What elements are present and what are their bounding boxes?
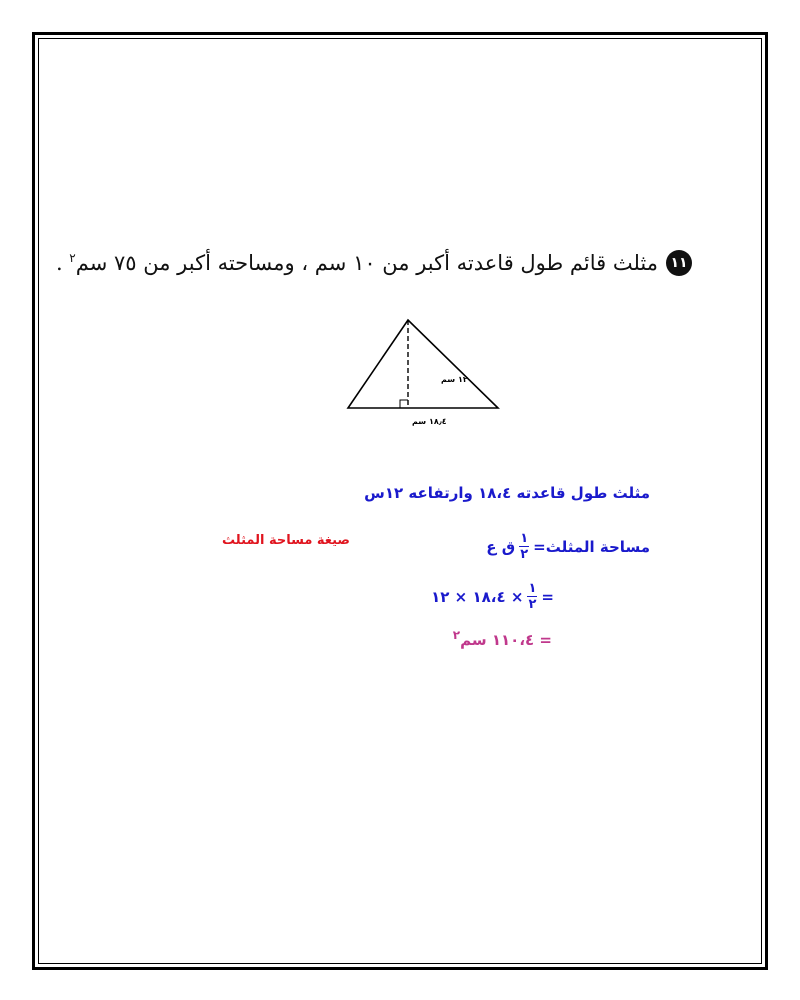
formula-note: صيغة مساحة المثلث [222, 533, 350, 548]
triangle-shape [348, 320, 498, 408]
solution-line-result [453, 628, 552, 649]
formula-variables: ق ع [486, 537, 516, 556]
area-label: مساحة المثلث= [533, 537, 650, 556]
step-fraction-numerator: ١ [528, 581, 537, 596]
step-multiplication: × ١٨،٤ × ١٢ [431, 587, 524, 606]
step-equals: = [541, 587, 554, 606]
solution-line-formula [486, 532, 650, 561]
step-fraction-half [527, 582, 537, 611]
problem-period: . [55, 251, 70, 275]
result-text: = ١١٠،٤ سم [460, 631, 552, 649]
base-label: ١٨٫٤ سم [412, 417, 447, 426]
result-superscript: ٢ [452, 628, 461, 642]
solution-line-given: مثلث طول قاعدته ١٨،٤ وارتفاعه ١٢س [364, 484, 650, 502]
fraction-denominator: ٢ [520, 547, 529, 562]
solution-line-substitution [431, 582, 554, 611]
height-label: ١٢ سم [441, 375, 468, 384]
step-fraction-denominator: ٢ [528, 597, 537, 612]
problem-superscript: ٢ [69, 251, 76, 265]
fraction-half [519, 532, 529, 561]
problem-text-body: مثلث قائم طول قاعدته أكبر من ١٠ سم ، ومساحته أكبر من ٧٥ سم [75, 251, 658, 275]
triangle-diagram [340, 312, 510, 434]
problem-statement [56, 250, 692, 276]
right-angle-marker [400, 400, 408, 408]
problem-text [56, 251, 658, 275]
problem-number-badge: ١١ [666, 250, 692, 276]
fraction-numerator: ١ [520, 531, 529, 546]
